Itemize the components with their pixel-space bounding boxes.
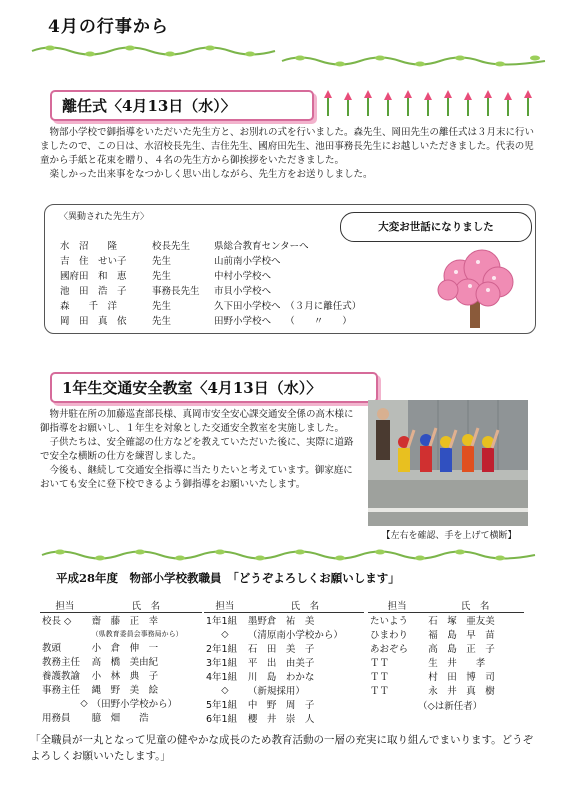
staff-table-3 (368, 598, 524, 697)
paragraph: 今後も、継続して交通安全指導に当たりたいと考えています。御家庭においても安全に登下校できるよう御指導をお願いいたします。 (40, 465, 353, 490)
paragraph: 楽しかった出来事をなつかしく思い出しながら、先生方をお送りしました。 (49, 169, 373, 180)
section-heading-farewell: 離任式〈4月13日（水）〉 (50, 90, 314, 121)
table-row: 1年1組 墨野倉 祐 美 (206, 616, 315, 627)
table-row: ひまわり 福 島 早 苗 (370, 630, 495, 641)
vine-decoration-top-right (280, 54, 550, 68)
table-row: 校長 ◇ 齋 藤 正 幸 (42, 616, 159, 627)
header-role: 担当 (368, 598, 426, 613)
paragraph: 子供たちは、安全確認の仕方などを教えていただいた後に、実際に道路で安全な横断の仕方を練習しました。 (40, 437, 354, 462)
table-row: 3年1組 平 出 由美子 (206, 658, 315, 669)
teacher-row: 國府田 和 恵 先生 中村小学校へ (60, 271, 272, 282)
table-row: ＴＴ 永 井 真 樹 (370, 686, 495, 697)
paragraph: 物部小学校で御指導をいただいた先生方と、お別れの式を行いました。森先生、岡田先生の離任式は３月末に行いましたので、この日は、水沼校長先生、吉住先生、國府田先生、池田事務長先生にお越しいただきました。代表の児童から手紙と花束を贈り、４名の先生方から御挨拶をいただきました。 (40, 127, 535, 166)
header-role: 担当 (40, 598, 90, 613)
table-row: 事務主任 縄 野 美 絵 (42, 685, 159, 696)
closing-message: 「全職員が一丸となって児童の健やかな成長のため教育活動の一層の充実に取り組んでまいります。どうぞよろしくお願いいたします。」 (30, 734, 534, 762)
staff-table-1 (40, 598, 202, 724)
photo-caption: 【左右を確認、手を上げて横断】 (381, 531, 517, 541)
section-heading-traffic-safety: 1年生交通安全教室〈4月13日（水）〉 (50, 372, 378, 403)
table-row: ◇ （田野小学校から） (80, 697, 178, 710)
staff-table-2 (204, 598, 364, 725)
table-row: 6年1組 櫻 井 崇 人 (206, 714, 315, 725)
table-row: 用務員 臆 畑 浩 (42, 713, 149, 724)
paragraph: 物井駐在所の加藤巡査部長様、真岡市安全安心課交通安全係の高木様に御指導をお願いし、１年生を対象とした交通安全教室を実施しました。 (40, 409, 354, 434)
vine-decoration-top (30, 44, 280, 58)
thanks-bubble: 大変お世話になりました (340, 212, 532, 242)
new-staff-note: （◇は新任者） (418, 701, 483, 712)
header-name: 氏 名 (90, 598, 202, 613)
traffic-safety-text (40, 408, 362, 492)
page-title: 4月の行事から (48, 17, 169, 37)
table-row: ＴＴ 生 井 孝 (370, 658, 486, 669)
teacher-row: 吉 住 せい子 先生 山前南小学校へ (60, 256, 281, 267)
teacher-row: 池 田 浩 子 事務長先生 市貝小学校へ (60, 286, 272, 297)
table-row: 教頭 小 倉 伸 一 (42, 643, 159, 654)
header-name: 氏 名 (246, 598, 364, 613)
table-row: 教務主任 高 橋 美由紀 (42, 657, 159, 668)
traffic-safety-photo (368, 400, 528, 526)
cherry-tree-illustration (432, 246, 522, 334)
tulip-decoration (318, 88, 538, 124)
table-row: 5年1組 中 野 周 子 (206, 700, 315, 711)
vine-decoration-middle (40, 548, 540, 562)
table-row: ＴＴ 村 田 博 司 (370, 672, 495, 683)
box-label: 〈異動された先生方〉 (59, 212, 150, 222)
table-row: ◇ （新規採用） (221, 684, 305, 697)
teacher-row: 岡 田 真 依 先生 田野小学校へ （ 〃 ） (60, 316, 352, 327)
teacher-row: 水 沼 隆 校長先生 県総合教育センターへ (60, 241, 309, 252)
header-name: 氏 名 (426, 598, 524, 613)
table-row: ◇ （清原南小学校から） (221, 628, 343, 641)
table-row: 2年1組 石 田 美 子 (206, 644, 315, 655)
table-row: （県教育委員会事務局から） (91, 629, 183, 638)
header-role: 担当 (204, 598, 246, 613)
table-row: たいよう 石 塚 亜友美 (370, 616, 495, 627)
table-row: 4年1組 川 島 わかな (206, 672, 315, 683)
table-row: あおぞら 高 島 正 子 (370, 644, 495, 655)
table-row: 養護教諭 小 林 典 子 (42, 671, 159, 682)
farewell-text (40, 126, 535, 182)
staff-list-title: 平成28年度 物部小学校教職員 「どうぞよろしくお願いします」 (56, 571, 400, 585)
teacher-row: 森 千 洋 先生 久下田小学校へ （３月に離任式） (60, 301, 362, 312)
